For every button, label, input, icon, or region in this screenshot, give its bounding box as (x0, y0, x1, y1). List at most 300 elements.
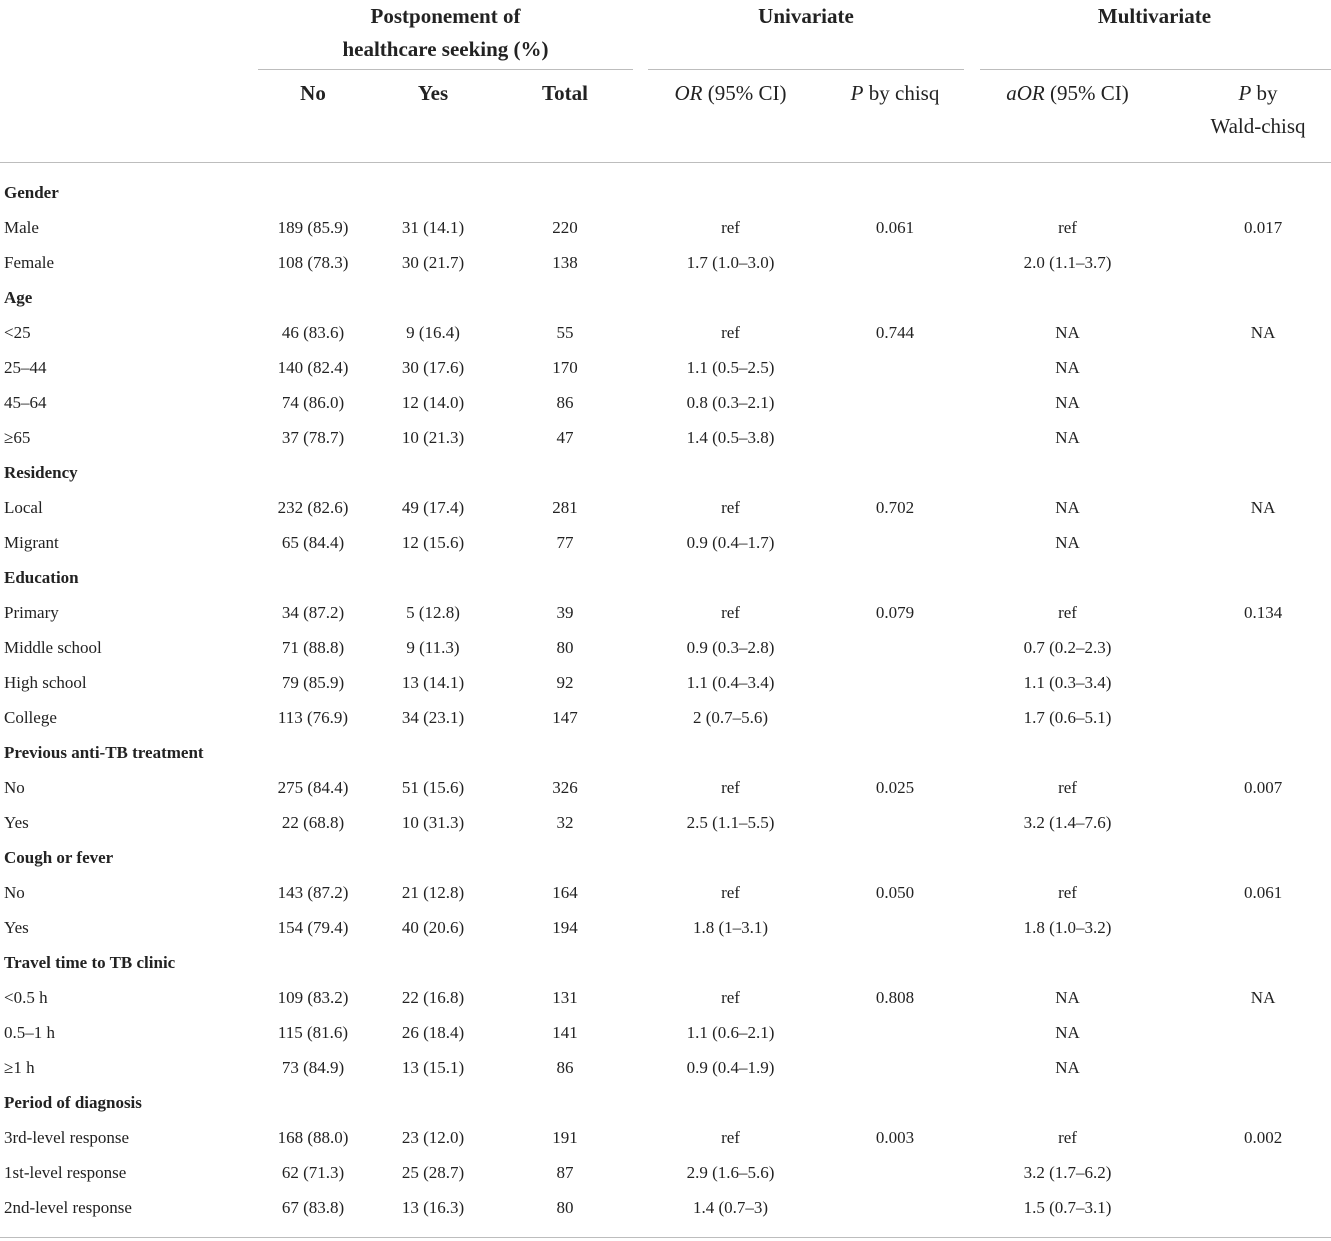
cell-aor: ref (1058, 777, 1077, 797)
spacer-cell (488, 420, 505, 455)
cell-yes: 51 (15.6) (401, 777, 465, 797)
spacer-cell (965, 1050, 980, 1085)
cell-no: 37 (78.7) (281, 427, 345, 447)
cell-no: 62 (71.3) (281, 1162, 345, 1182)
cell-aor: NA (1055, 357, 1080, 377)
spacer-cell (368, 1190, 378, 1225)
spacer-cell (965, 1190, 980, 1225)
spacer-cell (488, 210, 505, 245)
cell-aor: NA (1055, 427, 1080, 447)
cell-yes: 26 (18.4) (401, 1022, 465, 1042)
spacer-cell (625, 525, 648, 560)
spacer-cell (813, 525, 825, 560)
section-row (0, 1085, 1331, 1120)
row-label: No (4, 777, 25, 797)
cell-p-wald (1185, 385, 1331, 420)
spacer-cell (1155, 665, 1185, 700)
cell-yes: 13 (16.3) (401, 1197, 465, 1217)
spacer-cell (368, 490, 378, 525)
spacer-cell (965, 210, 980, 245)
group-header-postponement-line1: Postponement of (370, 4, 521, 28)
spacer-cell (625, 1155, 648, 1190)
spacer-cell (488, 1190, 505, 1225)
cell-no: 168 (88.0) (277, 1127, 349, 1147)
spacer-cell (813, 980, 825, 1015)
cell-or: 1.1 (0.5–2.5) (686, 357, 775, 377)
row-label: 0.5–1 h (4, 1022, 55, 1042)
spacer-cell (813, 1190, 825, 1225)
cell-yes: 13 (14.1) (401, 672, 465, 692)
col-header-or: OR (95% CI) (674, 81, 787, 105)
cell-p-wald (1185, 665, 1331, 700)
row-label: High school (4, 672, 87, 692)
cell-yes: 10 (21.3) (401, 427, 465, 447)
cell-p-wald (1185, 630, 1331, 665)
cell-p-wald: 0.134 (1243, 602, 1283, 622)
spacer-cell (368, 1120, 378, 1155)
spacer-cell (965, 665, 980, 700)
cell-p-wald: NA (1250, 497, 1276, 517)
spacer-cell (813, 385, 825, 420)
spacer-cell (1155, 910, 1185, 945)
spacer-cell (625, 630, 648, 665)
table-row (0, 595, 1331, 630)
cell-or: ref (721, 497, 740, 517)
row-label: 3rd-level response (4, 1127, 130, 1147)
spacer-cell (1155, 315, 1185, 350)
spacer-cell (1155, 805, 1185, 840)
cell-p-chisq: 0.702 (875, 497, 915, 517)
row-label: Migrant (4, 532, 59, 552)
row-label: Local (4, 497, 43, 517)
spacer-cell (965, 630, 980, 665)
cell-yes: 25 (28.7) (401, 1162, 465, 1182)
spacer-cell (813, 805, 825, 840)
spacer-cell (1155, 420, 1185, 455)
spacer-cell (965, 385, 980, 420)
spacer-cell (813, 595, 825, 630)
cell-total: 32 (556, 812, 574, 832)
cell-or: 1.8 (1–3.1) (692, 917, 769, 937)
cell-aor: NA (1055, 392, 1080, 412)
cell-yes: 12 (14.0) (401, 392, 465, 412)
cell-yes: 5 (12.8) (406, 602, 460, 622)
cell-total: 220 (552, 217, 578, 237)
cell-p-chisq (825, 805, 965, 840)
spacer-cell (965, 910, 980, 945)
spacer-cell (1155, 490, 1185, 525)
cell-or: 0.9 (0.4–1.7) (686, 532, 775, 552)
cell-total: 191 (552, 1127, 578, 1147)
section-row (0, 455, 1331, 490)
spacer-cell (625, 210, 648, 245)
spacer-cell (368, 875, 378, 910)
spacer-cell (625, 910, 648, 945)
spacer-cell (625, 700, 648, 735)
cell-yes: 22 (16.8) (401, 987, 465, 1007)
cell-p-chisq (825, 1190, 965, 1225)
spacer-cell (965, 525, 980, 560)
spacer-cell (368, 770, 378, 805)
spacer-cell (1155, 385, 1185, 420)
cell-yes: 34 (23.1) (401, 707, 465, 727)
cell-aor: 1.8 (1.0–3.2) (1023, 917, 1112, 937)
cell-or: 1.4 (0.5–3.8) (686, 427, 775, 447)
table-row (0, 770, 1331, 805)
spacer-cell (488, 1155, 505, 1190)
spacer-cell (965, 245, 980, 280)
spacer-cell (368, 315, 378, 350)
row-label: <25 (4, 322, 31, 342)
cell-or: ref (721, 882, 740, 902)
cell-or: 1.4 (0.7–3) (692, 1197, 769, 1217)
cell-total: 47 (556, 427, 574, 447)
section-row (0, 945, 1331, 980)
spacer-cell (1155, 1190, 1185, 1225)
col-header-yes: Yes (417, 81, 449, 105)
spacer-cell (965, 700, 980, 735)
spacer-cell (488, 875, 505, 910)
spacer-cell (813, 665, 825, 700)
cell-p-chisq (825, 1050, 965, 1085)
col-header-total: Total (542, 81, 588, 105)
spacer-cell (625, 315, 648, 350)
cell-or: 0.9 (0.3–2.8) (686, 637, 775, 657)
row-label: Yes (4, 917, 29, 937)
table-row (0, 245, 1331, 280)
cell-or: 0.8 (0.3–2.1) (686, 392, 775, 412)
cell-aor: NA (1055, 532, 1080, 552)
table-row (0, 1120, 1331, 1155)
spacer-cell (488, 700, 505, 735)
cell-no: 109 (83.2) (277, 987, 349, 1007)
table-row (0, 420, 1331, 455)
row-label: Female (4, 252, 55, 272)
cell-or: 1.1 (0.6–2.1) (686, 1022, 775, 1042)
cell-p-chisq (825, 665, 965, 700)
group-rule-multivariate (980, 69, 1331, 70)
cell-yes: 31 (14.1) (401, 217, 465, 237)
spacer-cell (488, 525, 505, 560)
spacer-cell (625, 1015, 648, 1050)
cell-p-wald (1185, 420, 1331, 455)
cell-p-chisq (825, 1155, 965, 1190)
spacer-cell (1155, 700, 1185, 735)
spacer-cell (488, 385, 505, 420)
spacer-cell (488, 1015, 505, 1050)
cell-total: 164 (552, 882, 578, 902)
spacer-cell (368, 210, 378, 245)
group-header-multivariate: Multivariate (1097, 4, 1212, 28)
cell-p-chisq: 0.061 (875, 217, 915, 237)
cell-or: 2.9 (1.6–5.6) (686, 1162, 775, 1182)
table-row (0, 490, 1331, 525)
spacer-cell (488, 980, 505, 1015)
spacer-cell (813, 1050, 825, 1085)
cell-yes: 13 (15.1) (401, 1057, 465, 1077)
cell-total: 138 (552, 252, 578, 272)
col-header-no: No (300, 81, 326, 105)
spacer-cell (1155, 1155, 1185, 1190)
section-row (0, 560, 1331, 595)
results-table (0, 175, 1331, 1225)
cell-yes: 40 (20.6) (401, 917, 465, 937)
cell-no: 115 (81.6) (277, 1022, 349, 1042)
spacer-cell (813, 770, 825, 805)
spacer-cell (625, 805, 648, 840)
spacer-cell (625, 980, 648, 1015)
cell-or: 0.9 (0.4–1.9) (686, 1057, 775, 1077)
cell-p-chisq (825, 525, 965, 560)
spacer-cell (813, 245, 825, 280)
cell-aor: NA (1055, 1022, 1080, 1042)
table-row (0, 385, 1331, 420)
spacer-cell (488, 315, 505, 350)
cell-or: 1.7 (1.0–3.0) (686, 252, 775, 272)
cell-no: 189 (85.9) (277, 217, 349, 237)
cell-p-chisq: 0.025 (875, 777, 915, 797)
spacer-cell (625, 770, 648, 805)
cell-p-chisq (825, 385, 965, 420)
spacer-cell (368, 245, 378, 280)
section-row (0, 840, 1331, 875)
cell-p-wald (1185, 910, 1331, 945)
table-row (0, 1015, 1331, 1050)
spacer-cell (488, 245, 505, 280)
spacer-cell (625, 1120, 648, 1155)
spacer-cell (368, 700, 378, 735)
spacer-cell (965, 315, 980, 350)
cell-p-wald: 0.017 (1243, 217, 1283, 237)
section-row (0, 735, 1331, 770)
section-label: Previous anti-TB treatment (4, 742, 204, 762)
cell-aor: ref (1058, 1127, 1077, 1147)
spacer-cell (965, 1120, 980, 1155)
spacer-cell (1155, 525, 1185, 560)
spacer-cell (813, 420, 825, 455)
cell-no: 143 (87.2) (277, 882, 349, 902)
cell-p-wald (1185, 1155, 1331, 1190)
cell-no: 275 (84.4) (277, 777, 349, 797)
spacer-cell (625, 245, 648, 280)
row-label: College (4, 707, 57, 727)
cell-total: 281 (552, 497, 578, 517)
cell-total: 39 (556, 602, 574, 622)
row-label: ≥65 (4, 427, 31, 447)
cell-no: 22 (68.8) (281, 812, 345, 832)
spacer-cell (813, 1120, 825, 1155)
table-row (0, 805, 1331, 840)
row-label: <0.5 h (4, 987, 48, 1007)
group-rule-postponement (258, 69, 633, 70)
spacer-cell (368, 350, 378, 385)
cell-aor: NA (1055, 987, 1080, 1007)
cell-total: 326 (552, 777, 578, 797)
spacer-cell (813, 350, 825, 385)
section-label: Cough or fever (4, 847, 114, 867)
cell-p-wald: NA (1250, 987, 1276, 1007)
cell-p-wald (1185, 525, 1331, 560)
spacer-cell (813, 910, 825, 945)
col-header-aor: aOR (95% CI) (1006, 81, 1129, 105)
cell-aor: 3.2 (1.4–7.6) (1023, 812, 1112, 832)
row-label: Primary (4, 602, 59, 622)
spacer-cell (965, 595, 980, 630)
row-label: 45–64 (4, 392, 47, 412)
cell-p-wald: 0.007 (1243, 777, 1283, 797)
row-label: ≥1 h (4, 1057, 35, 1077)
cell-no: 79 (85.9) (281, 672, 345, 692)
spacer-cell (813, 875, 825, 910)
table-row (0, 315, 1331, 350)
section-label: Residency (4, 462, 78, 482)
cell-aor: 1.7 (0.6–5.1) (1023, 707, 1112, 727)
spacer-cell (965, 490, 980, 525)
cell-p-wald: 0.002 (1243, 1127, 1283, 1147)
spacer-cell (368, 805, 378, 840)
cell-total: 147 (552, 707, 578, 727)
cell-p-chisq (825, 420, 965, 455)
spacer-cell (1155, 980, 1185, 1015)
section-label: Period of diagnosis (4, 1092, 142, 1112)
cell-p-wald (1185, 350, 1331, 385)
cell-p-wald (1185, 1190, 1331, 1225)
cell-total: 141 (552, 1022, 578, 1042)
section-row (0, 280, 1331, 315)
cell-total: 92 (556, 672, 574, 692)
spacer-cell (488, 350, 505, 385)
spacer-cell (1155, 875, 1185, 910)
cell-or: ref (721, 1127, 740, 1147)
spacer-cell (813, 700, 825, 735)
spacer-cell (813, 1155, 825, 1190)
spacer-cell (1155, 1015, 1185, 1050)
table-row (0, 1190, 1331, 1225)
cell-p-chisq (825, 1015, 965, 1050)
spacer-cell (625, 595, 648, 630)
table-row (0, 210, 1331, 245)
spacer-cell (965, 420, 980, 455)
cell-yes: 30 (21.7) (401, 252, 465, 272)
cell-p-wald (1185, 700, 1331, 735)
cell-p-chisq (825, 630, 965, 665)
row-label: 25–44 (4, 357, 47, 377)
cell-or: ref (721, 322, 740, 342)
spacer-cell (813, 630, 825, 665)
row-label: Middle school (4, 637, 102, 657)
cell-no: 67 (83.8) (281, 1197, 345, 1217)
cell-aor: NA (1055, 322, 1080, 342)
table-row (0, 910, 1331, 945)
cell-yes: 21 (12.8) (401, 882, 465, 902)
spacer-cell (1155, 210, 1185, 245)
spacer-cell (488, 1120, 505, 1155)
col-header-p-chisq: P by chisq (850, 81, 940, 105)
table-row (0, 350, 1331, 385)
spacer-cell (965, 875, 980, 910)
spacer-cell (368, 665, 378, 700)
table-row (0, 700, 1331, 735)
spacer-cell (1155, 245, 1185, 280)
cell-aor: NA (1055, 497, 1080, 517)
cell-total: 131 (552, 987, 578, 1007)
cell-yes: 23 (12.0) (401, 1127, 465, 1147)
cell-yes: 9 (16.4) (406, 322, 460, 342)
spacer-cell (488, 1050, 505, 1085)
spacer-cell (368, 385, 378, 420)
cell-aor: 1.1 (0.3–3.4) (1023, 672, 1112, 692)
cell-or: ref (721, 602, 740, 622)
cell-p-wald (1185, 245, 1331, 280)
cell-total: 86 (556, 1057, 574, 1077)
spacer-cell (488, 770, 505, 805)
cell-p-chisq: 0.003 (875, 1127, 915, 1147)
cell-p-wald: 0.061 (1243, 882, 1283, 902)
row-label: No (4, 882, 25, 902)
table-row (0, 525, 1331, 560)
col-header-p-wald: P by Wald-chisq (1210, 81, 1306, 138)
cell-yes: 9 (11.3) (406, 637, 460, 657)
cell-total: 77 (556, 532, 574, 552)
cell-p-chisq: 0.079 (875, 602, 915, 622)
cell-aor: ref (1058, 882, 1077, 902)
cell-no: 34 (87.2) (281, 602, 345, 622)
table-row (0, 1155, 1331, 1190)
spacer-cell (625, 385, 648, 420)
spacer-cell (813, 315, 825, 350)
spacer-cell (625, 665, 648, 700)
cell-aor: ref (1058, 602, 1077, 622)
table-row (0, 875, 1331, 910)
group-rule-univariate (648, 69, 964, 70)
cell-p-wald (1185, 1015, 1331, 1050)
section-row (0, 175, 1331, 210)
spacer-cell (965, 1015, 980, 1050)
table-row (0, 1050, 1331, 1085)
spacer-cell (368, 630, 378, 665)
cell-total: 55 (556, 322, 574, 342)
row-label: Yes (4, 812, 29, 832)
spacer-cell (625, 875, 648, 910)
spacer-cell (1155, 350, 1185, 385)
cell-p-chisq: 0.050 (875, 882, 915, 902)
section-label: Education (4, 567, 79, 587)
cell-aor: 1.5 (0.7–3.1) (1023, 1197, 1112, 1217)
cell-total: 170 (552, 357, 578, 377)
cell-aor: ref (1058, 217, 1077, 237)
spacer-cell (625, 1050, 648, 1085)
spacer-cell (965, 770, 980, 805)
spacer-cell (965, 805, 980, 840)
cell-p-chisq (825, 245, 965, 280)
spacer-cell (625, 490, 648, 525)
cell-aor: 2.0 (1.1–3.7) (1023, 252, 1112, 272)
cell-p-chisq (825, 350, 965, 385)
spacer-cell (625, 1190, 648, 1225)
spacer-cell (368, 1050, 378, 1085)
row-label: Male (4, 217, 39, 237)
header-bottom-rule (0, 162, 1331, 163)
cell-aor: 3.2 (1.7–6.2) (1023, 1162, 1112, 1182)
section-label: Gender (4, 182, 59, 202)
spacer-cell (1155, 630, 1185, 665)
cell-or: 2 (0.7–5.6) (692, 707, 769, 727)
cell-p-chisq: 0.744 (875, 322, 915, 342)
group-header-postponement (258, 0, 633, 66)
spacer-cell (965, 350, 980, 385)
cell-total: 87 (556, 1162, 574, 1182)
cell-no: 154 (79.4) (277, 917, 349, 937)
